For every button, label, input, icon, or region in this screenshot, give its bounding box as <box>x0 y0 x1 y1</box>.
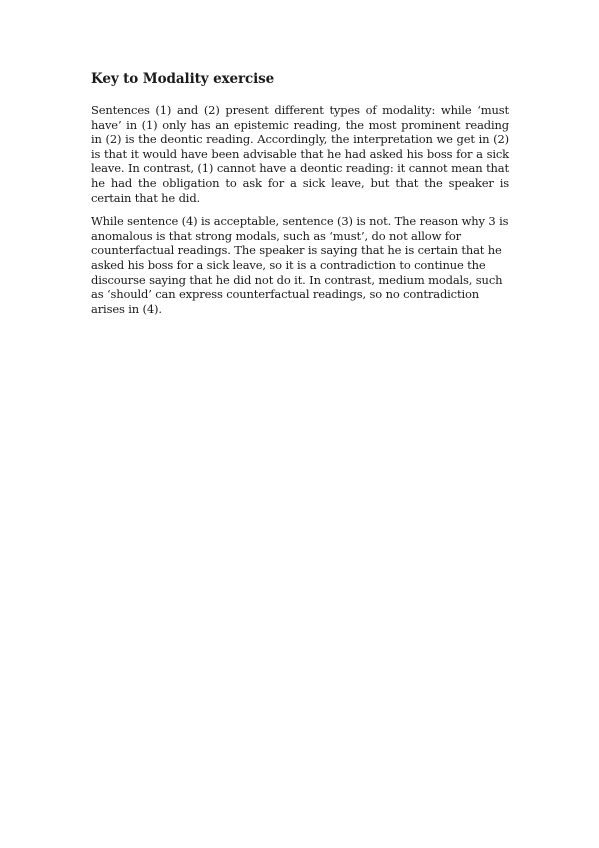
paragraph-1: Sentences (1) and (2) present different types of modality: while ‘must have’ in (1) only has an epistemic reading, the most prominent reading in (2) is the deontic reading. Accordingly, the interpretation we get in (2) is that it would have been advisable that he had asked his boss for a sick leave. In contrast, (1) cannot have a deontic reading: it cannot mean that he had the obligation to ask for a sick leave, but that the speaker is certain that he did. <box>91 103 509 205</box>
document-title: Key to Modality exercise <box>91 71 275 87</box>
paragraph-2: While sentence (4) is acceptable, sentence (3) is not. The reason why 3 is anomalous is that strong modals, such as ‘must’, do not allow for counterfactual readings. The speaker is saying that he is certain that he asked his boss for a sick leave, so it is a contradiction to continue the discourse saying that he did not do it. In contrast, medium modals, such as ‘should’ can express counterfactual readings, so no contradiction arises in (4). <box>91 214 509 316</box>
document-content <box>91 70 509 325</box>
